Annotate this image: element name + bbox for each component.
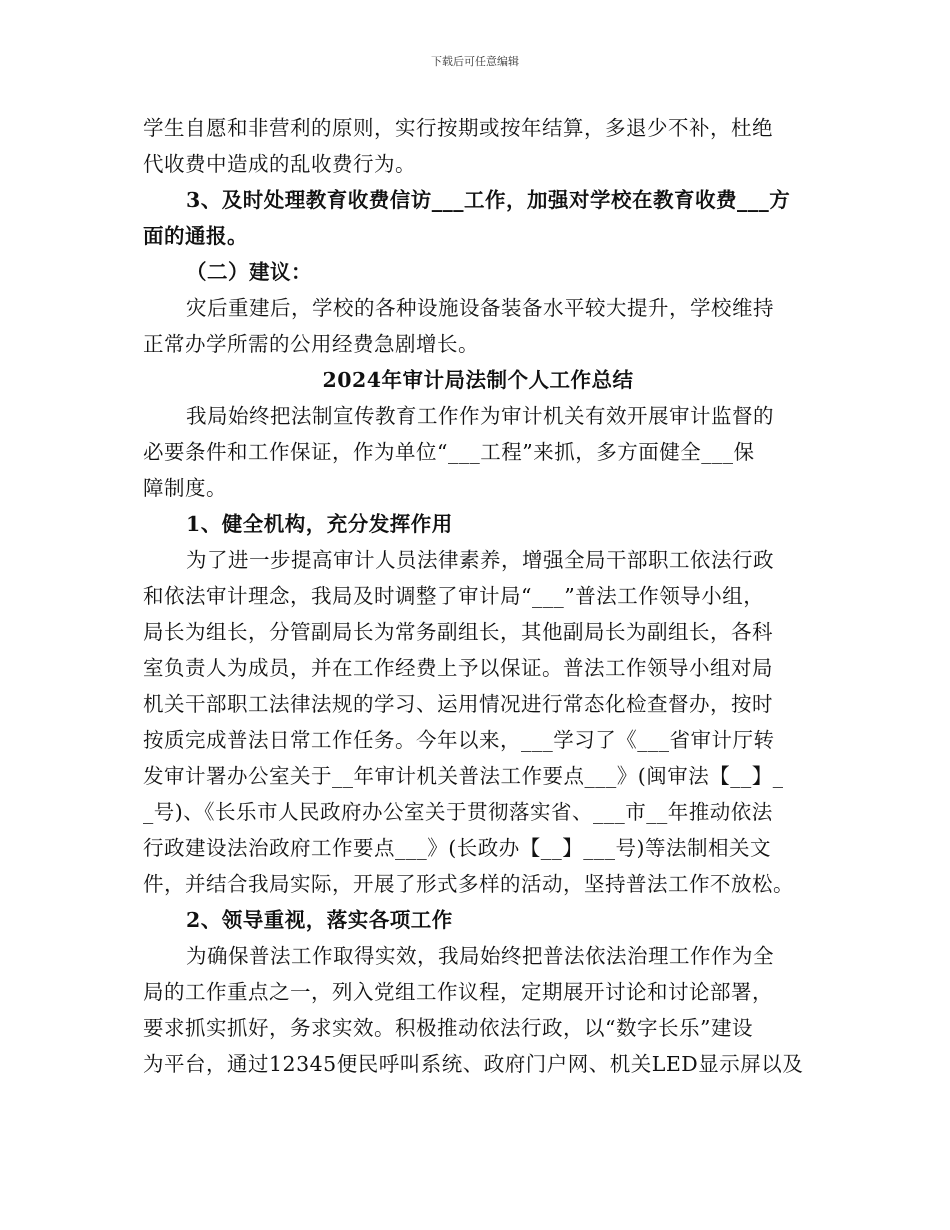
text-line: 必要条件和工作保证，作为单位“___工程”来抓，多方面健全___保 <box>143 440 755 464</box>
text-line: 代收费中造成的乱收费行为。 <box>143 152 416 176</box>
heading-line: 1、健全机构，充分发挥作用 <box>186 512 453 536</box>
heading-line: （二）建议： <box>186 260 312 284</box>
heading-line: 2、领导重视，落实各项工作 <box>186 908 453 932</box>
text-line: 按质完成普法日常工作任务。今年以来，___学习了《___省审计厅转 <box>143 728 775 752</box>
text-line: 为确保普法工作取得实效，我局始终把普法依法治理工作作为全 <box>186 944 774 968</box>
text-line: 和依法审计理念，我局及时调整了审计局“___”普法工作领导小组， <box>143 584 765 608</box>
text-line: 机关干部职工法律法规的学习、运用情况进行常态化检查督办，按时 <box>143 692 773 716</box>
text-line: 行政建设法治政府工作要点___》(长政办【__】___号)等法制相关文 <box>143 836 771 860</box>
text-line: 件，并结合我局实际，开展了形式多样的活动，坚持普法工作不放松。 <box>143 872 794 896</box>
text-line: 我局始终把法制宣传教育工作作为审计机关有效开展审计监督的 <box>186 404 774 428</box>
page-header: 下载后可任意编辑 <box>431 55 519 68</box>
text-line: 发审计署办公室关于__年审计机关普法工作要点___》(闽审法【__】_ <box>143 764 784 788</box>
text-line: 局长为组长，分管副局长为常务副组长，其他副局长为副组长，各科 <box>143 620 773 644</box>
section-title: 2024年审计局法制个人工作总结 <box>322 368 634 392</box>
text-line: _号)、《长乐市人民政府办公室关于贯彻落实省、___市__年推动依法 <box>143 800 773 824</box>
heading-line: 3、及时处理教育收费信访___工作，加强对学校在教育收费___方 <box>186 188 791 212</box>
text-line: 为平台，通过12345便民呼叫系统、政府门户网、机关LED显示屏以及 <box>143 1052 804 1076</box>
heading-line: 面的通报。 <box>143 224 248 248</box>
text-line: 学生自愿和非营利的原则，实行按期或按年结算，多退少不补，杜绝 <box>143 116 773 140</box>
text-line: 灾后重建后，学校的各种设施设备装备水平较大提升，学校维持 <box>186 296 774 320</box>
text-line: 正常办学所需的公用经费急剧增长。 <box>143 332 479 356</box>
text-line: 为了进一步提高审计人员法律素养，增强全局干部职工依法行政 <box>186 548 774 572</box>
text-line: 障制度。 <box>143 476 227 500</box>
text-line: 要求抓实抓好，务求实效。积极推动依法行政，以“数字长乐”建设 <box>143 1016 753 1040</box>
text-line: 室负责人为成员，并在工作经费上予以保证。普法工作领导小组对局 <box>143 656 773 680</box>
document-body <box>143 110 813 1082</box>
text-line: 局的工作重点之一，列入党组工作议程，定期展开讨论和讨论部署， <box>143 980 773 1004</box>
